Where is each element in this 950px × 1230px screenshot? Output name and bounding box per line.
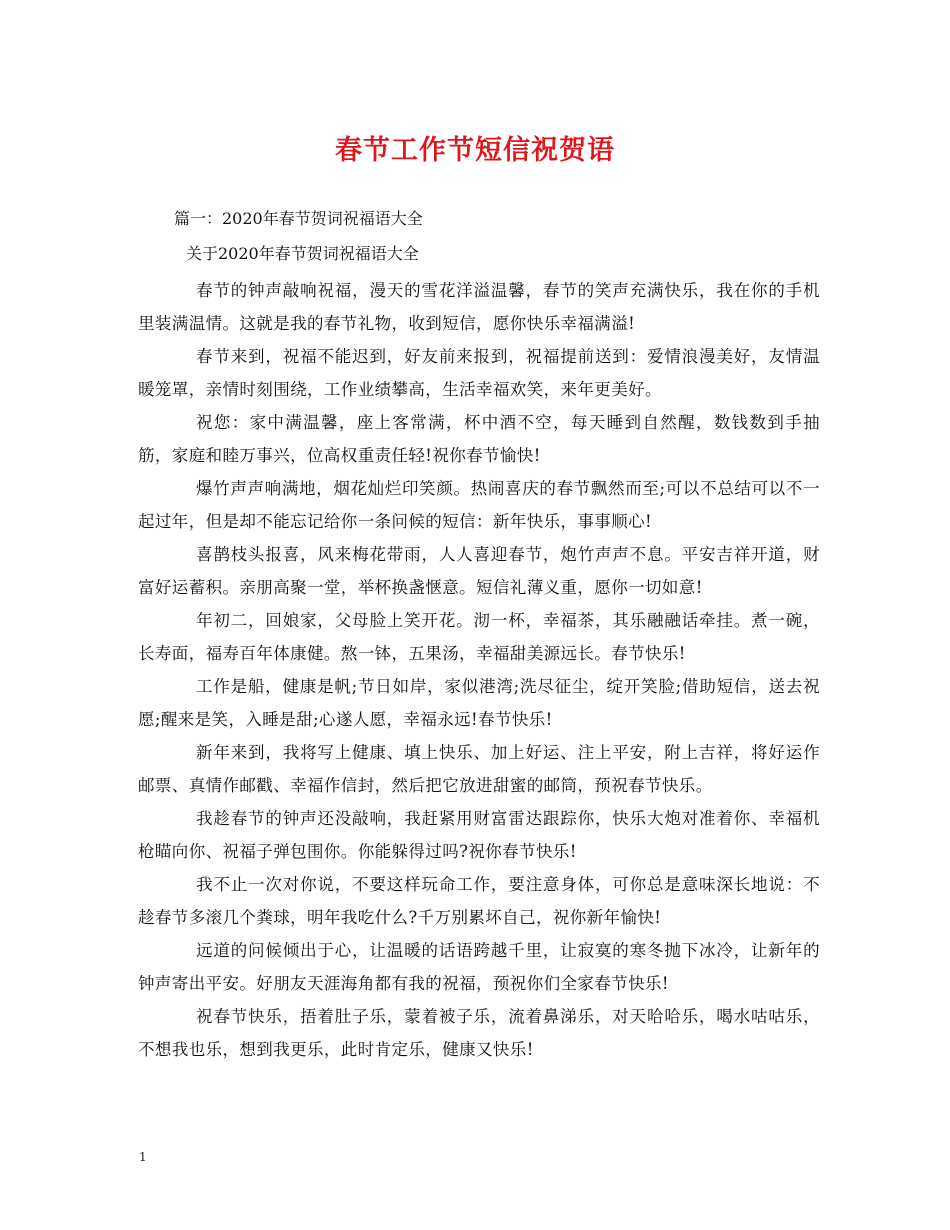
paragraph: 年初二，回娘家，父母脸上笑开花。沏一杯，幸福茶，其乐融融话牵挂。煮一碗，长寿面，福寿百年体康健。熬一钵，五果汤，幸福甜美源远长。春节快乐! bbox=[138, 611, 820, 663]
sub-heading: 关于2020年春节贺词祝福语大全 bbox=[186, 244, 419, 263]
document-body bbox=[138, 274, 820, 1066]
paragraph: 我不止一次对你说，不要这样玩命工作，要注意身体，可你总是意味深长地说：不趁春节多滚几个粪球，明年我吃什么?千万别累坏自己，祝你新年愉快! bbox=[138, 875, 820, 927]
section-heading: 篇一：2020年春节贺词祝福语大全 bbox=[174, 209, 423, 228]
paragraph: 工作是船，健康是帆;节日如岸，家似港湾;洗尽征尘，绽开笑脸;借助短信，送去祝愿;醒来是笑，入睡是甜;心遂人愿，幸福永远!春节快乐! bbox=[138, 677, 820, 729]
paragraph: 春节来到，祝福不能迟到，好友前来报到，祝福提前送到：爱情浪漫美好，友情温暖笼罩，亲情时刻围绕，工作业绩攀高，生活幸福欢笑，来年更美好。 bbox=[138, 347, 820, 399]
paragraph: 祝春节快乐，捂着肚子乐，蒙着被子乐，流着鼻涕乐，对天哈哈乐，喝水咕咕乐，不想我也乐，想到我更乐，此时肯定乐，健康又快乐! bbox=[138, 1007, 820, 1059]
page-number: 1 bbox=[139, 1150, 147, 1164]
paragraph: 新年来到，我将写上健康、填上快乐、加上好运、注上平安，附上吉祥，将好运作邮票、真情作邮戳、幸福作信封，然后把它放进甜蜜的邮筒，预祝春节快乐。 bbox=[138, 743, 820, 795]
paragraph: 爆竹声声响满地，烟花灿烂印笑颜。热闹喜庆的春节飘然而至;可以不总结可以不一起过年，但是却不能忘记给你一条问候的短信：新年快乐，事事顺心! bbox=[138, 479, 820, 531]
paragraph: 我趁春节的钟声还没敲响，我赶紧用财富雷达跟踪你，快乐大炮对准着你、幸福机枪瞄向你、祝福子弹包围你。你能躲得过吗?祝你春节快乐! bbox=[138, 809, 820, 861]
paragraph: 祝您：家中满温馨，座上客常满，杯中酒不空，每天睡到自然醒，数钱数到手抽筋，家庭和睦万事兴，位高权重责任轻!祝你春节愉快! bbox=[138, 413, 820, 465]
paragraph: 喜鹊枝头报喜，风来梅花带雨，人人喜迎春节，炮竹声声不息。平安吉祥开道，财富好运蓄积。亲朋高聚一堂，举杯换盏惬意。短信礼薄义重，愿你一切如意! bbox=[138, 545, 820, 597]
document-title: 春节工作节短信祝贺语 bbox=[335, 135, 615, 166]
paragraph: 春节的钟声敲响祝福，漫天的雪花洋溢温馨，春节的笑声充满快乐，我在你的手机里装满温情。这就是我的春节礼物，收到短信，愿你快乐幸福满溢! bbox=[138, 281, 820, 333]
paragraph: 远道的问候倾出于心，让温暖的话语跨越千里，让寂寞的寒冬抛下冰冷，让新年的钟声寄出平安。好朋友天涯海角都有我的祝福，预祝你们全家春节快乐! bbox=[138, 941, 820, 993]
